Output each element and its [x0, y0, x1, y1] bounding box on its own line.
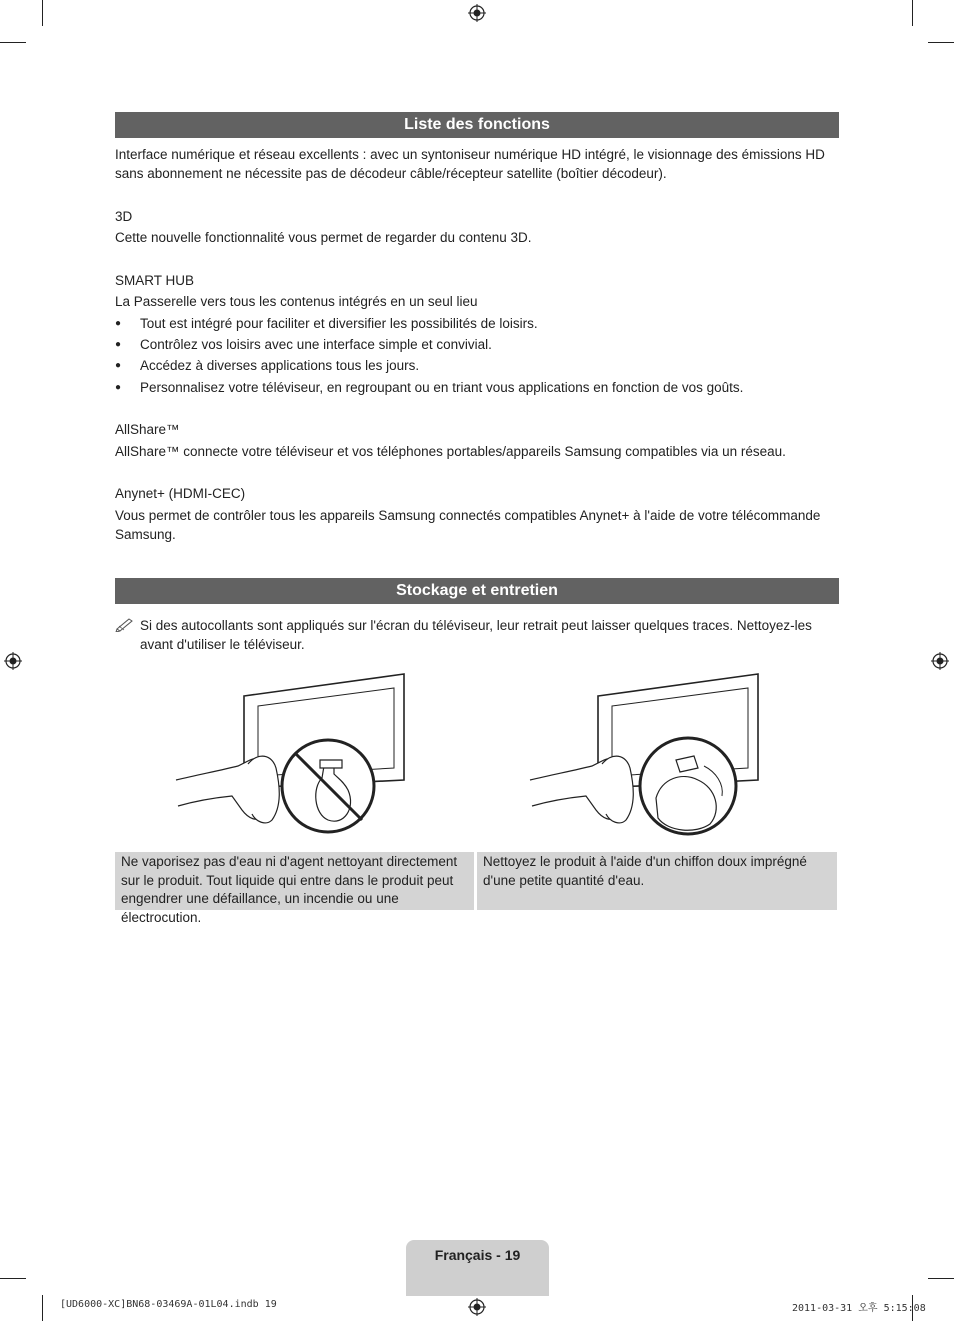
registration-mark-icon — [931, 652, 949, 670]
registration-mark-icon — [4, 652, 22, 670]
page-number-tab: Français - 19 — [406, 1240, 549, 1296]
feature-heading-3d: 3D — [115, 209, 133, 224]
features-intro: Interface numérique et réseau excellents : avec un syntoniseur numérique HD intégré, le visionnage des émissions HD sans abonnement ne nécessite pas de décodeur câble/récepteur satellite (boîtier décodeur). — [115, 147, 825, 181]
feature-heading-allshare: AllShare™ — [115, 422, 180, 437]
registration-mark-icon — [468, 1298, 486, 1316]
registration-mark-icon — [468, 4, 486, 22]
bullet-icon: ● — [115, 339, 122, 350]
crop-mark — [0, 42, 26, 43]
pencil-note-icon — [115, 616, 135, 632]
bullet-icon: ● — [115, 382, 122, 393]
section-title-features: Liste des fonctions — [115, 112, 839, 138]
feature-heading-anynet: Anynet+ (HDMI-CEC) — [115, 486, 246, 501]
bullet-icon: ● — [115, 360, 122, 371]
illustration-wipe-cloth — [526, 668, 766, 840]
crop-mark — [928, 42, 954, 43]
crop-mark — [0, 1278, 26, 1279]
feature-body-anynet: Vous permet de contrôler tous les appareils Samsung connectés compatibles Anynet+ à l'aide de votre télécommande Samsung. — [115, 508, 821, 542]
feature-body-allshare: AllShare™ connecte votre téléviseur et vos téléphones portables/appareils Samsung compatibles via un réseau. — [115, 444, 786, 459]
feature-body-smarthub: La Passerelle vers tous les contenus intégrés en un seul lieu — [115, 294, 478, 309]
print-slug-file: [UD6000-XC]BN68-03469A-01L04.indb 19 — [60, 1299, 277, 1310]
crop-mark — [42, 0, 43, 26]
crop-mark — [42, 1295, 43, 1321]
illustration-no-spray — [172, 668, 412, 840]
crop-mark — [912, 0, 913, 26]
print-slug-date: 2011-03-31 오후 5:15:08 — [792, 1303, 926, 1314]
bullet-icon: ● — [115, 318, 122, 329]
feature-heading-smarthub: SMART HUB — [115, 273, 195, 288]
caption-wipe-cloth: Nettoyez le produit à l'aide d'un chiffon doux imprégné d'une petite quantité d'eau. — [477, 852, 837, 910]
crop-mark — [928, 1278, 954, 1279]
feature-body-3d: Cette nouvelle fonctionnalité vous permet de regarder du contenu 3D. — [115, 230, 532, 245]
section-title-storage: Stockage et entretien — [115, 578, 839, 604]
caption-no-spray: Ne vaporisez pas d'eau ni d'agent nettoyant directement sur le produit. Tout liquide qui entre dans le produit peut engendrer une défaillance, un incendie ou une électrocution. — [115, 852, 474, 910]
